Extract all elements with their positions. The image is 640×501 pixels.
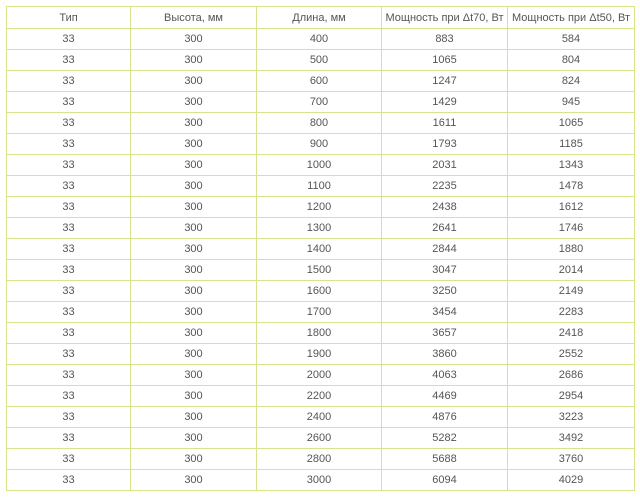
cell-length: 1400	[257, 239, 382, 260]
table-row	[7, 260, 635, 281]
cell-length: 700	[257, 92, 382, 113]
cell-length: 1700	[257, 302, 382, 323]
header-type: Тип	[7, 7, 131, 29]
cell-power-dt50: 1612	[508, 197, 635, 218]
cell-type: 33	[7, 260, 131, 281]
cell-type: 33	[7, 113, 131, 134]
cell-power-dt70: 4469	[382, 386, 508, 407]
cell-height: 300	[131, 407, 257, 428]
cell-length: 900	[257, 134, 382, 155]
cell-type: 33	[7, 344, 131, 365]
cell-type: 33	[7, 239, 131, 260]
cell-power-dt50: 4029	[508, 470, 635, 491]
cell-type: 33	[7, 386, 131, 407]
cell-length: 3000	[257, 470, 382, 491]
cell-power-dt50: 804	[508, 50, 635, 71]
cell-power-dt70: 3250	[382, 281, 508, 302]
cell-power-dt70: 3047	[382, 260, 508, 281]
cell-length: 1500	[257, 260, 382, 281]
cell-height: 300	[131, 323, 257, 344]
cell-length: 2800	[257, 449, 382, 470]
cell-power-dt50: 2283	[508, 302, 635, 323]
cell-type: 33	[7, 218, 131, 239]
cell-height: 300	[131, 71, 257, 92]
cell-height: 300	[131, 239, 257, 260]
cell-power-dt50: 2149	[508, 281, 635, 302]
cell-power-dt70: 2641	[382, 218, 508, 239]
cell-power-dt70: 5282	[382, 428, 508, 449]
cell-length: 1600	[257, 281, 382, 302]
cell-height: 300	[131, 218, 257, 239]
table-row	[7, 323, 635, 344]
cell-height: 300	[131, 197, 257, 218]
table-row	[7, 218, 635, 239]
cell-height: 300	[131, 29, 257, 50]
cell-power-dt50: 1185	[508, 134, 635, 155]
cell-type: 33	[7, 134, 131, 155]
cell-type: 33	[7, 176, 131, 197]
cell-height: 300	[131, 449, 257, 470]
cell-length: 1200	[257, 197, 382, 218]
cell-power-dt70: 2438	[382, 197, 508, 218]
header-row	[7, 7, 635, 29]
cell-type: 33	[7, 71, 131, 92]
cell-height: 300	[131, 92, 257, 113]
cell-power-dt50: 1478	[508, 176, 635, 197]
cell-height: 300	[131, 365, 257, 386]
cell-power-dt70: 1611	[382, 113, 508, 134]
cell-length: 800	[257, 113, 382, 134]
table-row	[7, 197, 635, 218]
table-row	[7, 386, 635, 407]
cell-power-dt50: 1343	[508, 155, 635, 176]
cell-power-dt70: 3860	[382, 344, 508, 365]
cell-type: 33	[7, 428, 131, 449]
table-header	[7, 7, 635, 29]
table-row	[7, 428, 635, 449]
table-body	[7, 29, 635, 491]
table-row	[7, 449, 635, 470]
cell-height: 300	[131, 344, 257, 365]
header-length: Длина, мм	[257, 7, 382, 29]
radiator-spec-table	[6, 6, 635, 491]
table-row	[7, 344, 635, 365]
cell-length: 1900	[257, 344, 382, 365]
cell-power-dt70: 4063	[382, 365, 508, 386]
cell-power-dt50: 1065	[508, 113, 635, 134]
cell-height: 300	[131, 260, 257, 281]
cell-height: 300	[131, 155, 257, 176]
cell-power-dt70: 2235	[382, 176, 508, 197]
cell-power-dt70: 1065	[382, 50, 508, 71]
cell-power-dt50: 1880	[508, 239, 635, 260]
cell-length: 400	[257, 29, 382, 50]
cell-height: 300	[131, 428, 257, 449]
cell-length: 1000	[257, 155, 382, 176]
cell-height: 300	[131, 302, 257, 323]
table-row	[7, 92, 635, 113]
cell-type: 33	[7, 449, 131, 470]
cell-power-dt50: 2552	[508, 344, 635, 365]
cell-power-dt70: 5688	[382, 449, 508, 470]
cell-type: 33	[7, 323, 131, 344]
cell-type: 33	[7, 365, 131, 386]
cell-length: 1300	[257, 218, 382, 239]
cell-type: 33	[7, 92, 131, 113]
cell-power-dt50: 3492	[508, 428, 635, 449]
table-row	[7, 176, 635, 197]
cell-length: 2200	[257, 386, 382, 407]
header-power-dt50: Мощность при Δt50, Вт	[508, 7, 635, 29]
cell-length: 2600	[257, 428, 382, 449]
cell-height: 300	[131, 50, 257, 71]
table-row	[7, 50, 635, 71]
cell-power-dt70: 2844	[382, 239, 508, 260]
cell-power-dt70: 4876	[382, 407, 508, 428]
radiator-spec-table-container	[6, 6, 634, 491]
cell-power-dt70: 1429	[382, 92, 508, 113]
cell-power-dt50: 2954	[508, 386, 635, 407]
table-row	[7, 302, 635, 323]
cell-length: 600	[257, 71, 382, 92]
cell-type: 33	[7, 155, 131, 176]
table-row	[7, 155, 635, 176]
table-row	[7, 71, 635, 92]
cell-height: 300	[131, 281, 257, 302]
cell-length: 1100	[257, 176, 382, 197]
table-row	[7, 470, 635, 491]
cell-type: 33	[7, 281, 131, 302]
table-row	[7, 407, 635, 428]
table-row	[7, 113, 635, 134]
cell-type: 33	[7, 29, 131, 50]
cell-type: 33	[7, 407, 131, 428]
cell-power-dt70: 2031	[382, 155, 508, 176]
cell-length: 2000	[257, 365, 382, 386]
cell-type: 33	[7, 302, 131, 323]
cell-height: 300	[131, 134, 257, 155]
cell-power-dt70: 3454	[382, 302, 508, 323]
cell-power-dt70: 3657	[382, 323, 508, 344]
cell-length: 1800	[257, 323, 382, 344]
table-row	[7, 365, 635, 386]
cell-height: 300	[131, 470, 257, 491]
cell-length: 500	[257, 50, 382, 71]
cell-power-dt50: 3223	[508, 407, 635, 428]
cell-power-dt70: 1793	[382, 134, 508, 155]
cell-power-dt50: 1746	[508, 218, 635, 239]
table-row	[7, 281, 635, 302]
cell-power-dt50: 945	[508, 92, 635, 113]
table-row	[7, 29, 635, 50]
cell-type: 33	[7, 50, 131, 71]
header-height: Высота, мм	[131, 7, 257, 29]
header-power-dt70: Мощность при Δt70, Вт	[382, 7, 508, 29]
cell-type: 33	[7, 197, 131, 218]
cell-power-dt50: 3760	[508, 449, 635, 470]
cell-power-dt50: 824	[508, 71, 635, 92]
cell-power-dt70: 883	[382, 29, 508, 50]
cell-height: 300	[131, 176, 257, 197]
table-row	[7, 134, 635, 155]
cell-power-dt50: 2418	[508, 323, 635, 344]
cell-type: 33	[7, 470, 131, 491]
cell-power-dt50: 2014	[508, 260, 635, 281]
table-row	[7, 239, 635, 260]
cell-power-dt50: 584	[508, 29, 635, 50]
cell-length: 2400	[257, 407, 382, 428]
cell-power-dt70: 6094	[382, 470, 508, 491]
cell-height: 300	[131, 386, 257, 407]
cell-power-dt50: 2686	[508, 365, 635, 386]
cell-power-dt70: 1247	[382, 71, 508, 92]
cell-height: 300	[131, 113, 257, 134]
